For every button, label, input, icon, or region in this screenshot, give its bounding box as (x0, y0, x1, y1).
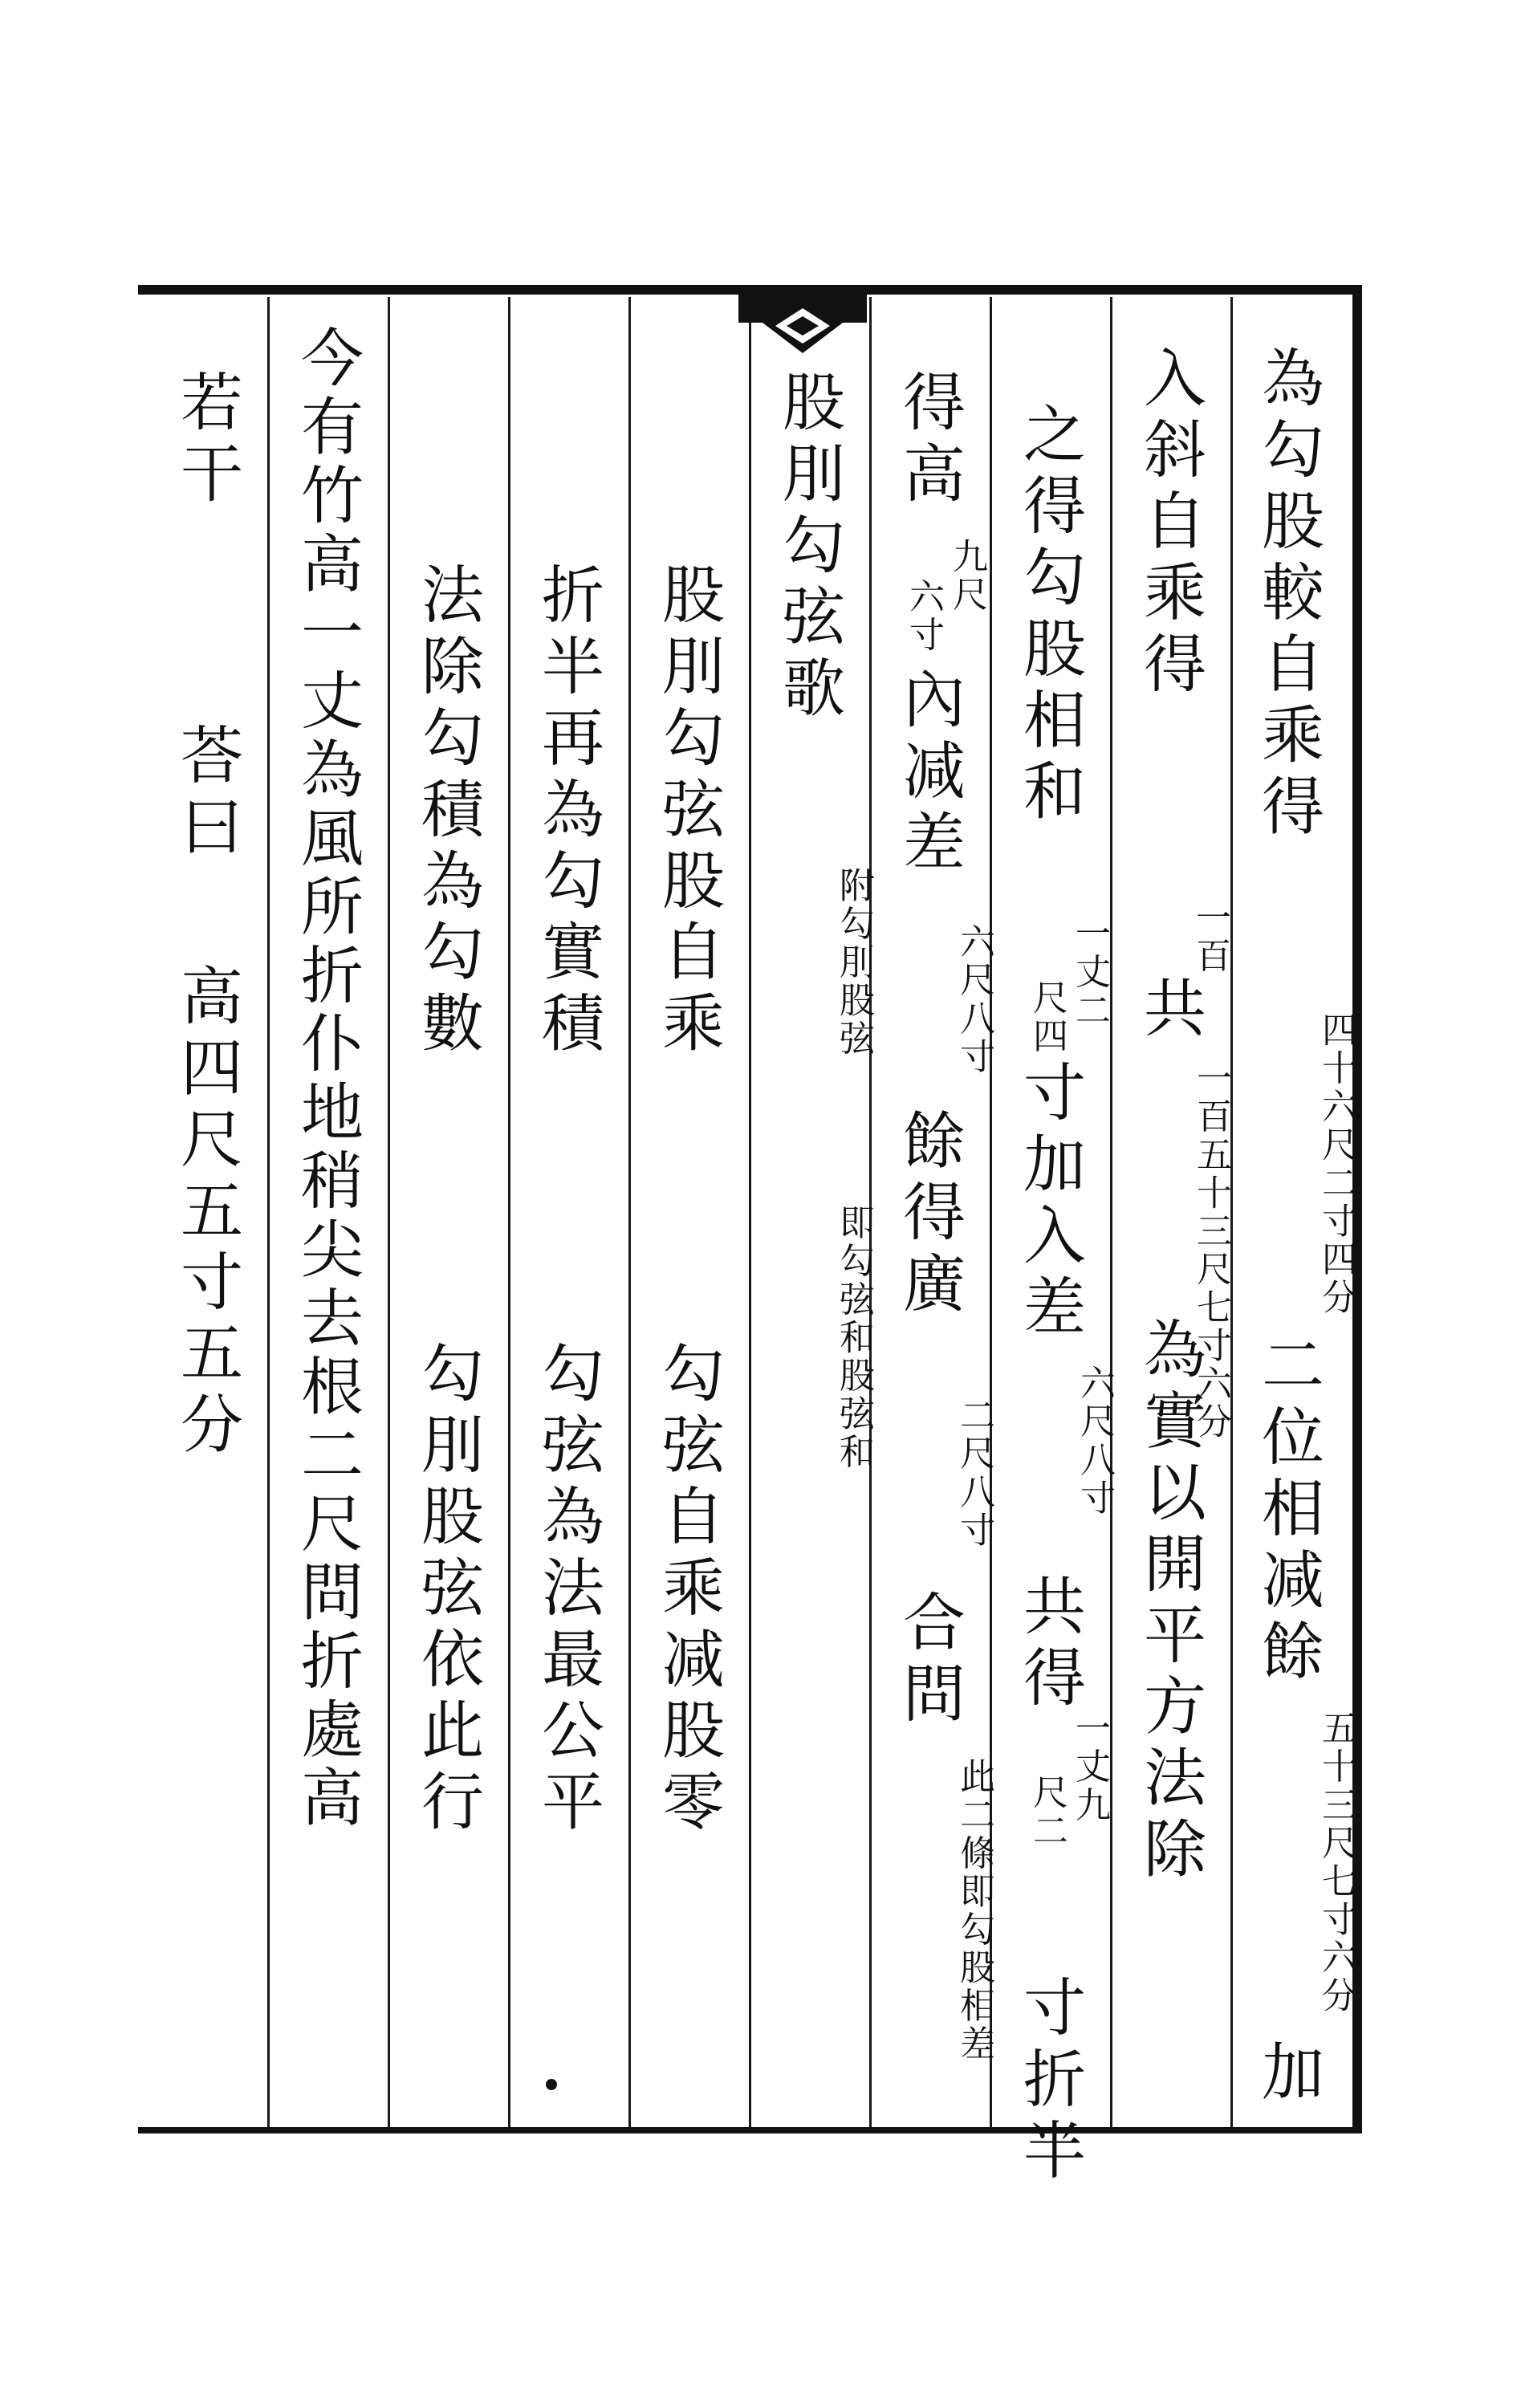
annotation: 一丈二 (1069, 915, 1110, 1030)
text-column-9: 今有竹高一丈為風所折仆地稍尖去根二尺問折處高 (291, 325, 363, 1834)
bottom-border (138, 2127, 1362, 2133)
text-column-10: 若干 (170, 369, 242, 512)
answer-value: 高四尺五寸五分 (170, 963, 242, 1463)
annotation: 附勾刖股弦 (833, 867, 874, 1058)
text-column-2-c: 為實以開平方法除 (1133, 1316, 1206, 1888)
text-column-3-b: 寸加入差 (1013, 1060, 1085, 1345)
text-column-2: 入斜自乘得 (1133, 345, 1206, 702)
annotation: 四十六尺二寸四分 (1316, 1011, 1356, 1317)
text-column-8: 法除勾積為勾數 (411, 562, 483, 1062)
annotation: 此二條即勾股相差 (954, 1758, 994, 2064)
main-text: 為勾股較自乘得 (1251, 345, 1324, 845)
text-column-4-b: 內减差 (893, 666, 965, 881)
column-divider (628, 297, 631, 2127)
text-column-4: 得高 (893, 369, 965, 512)
column-divider (508, 297, 510, 2127)
column-divider (749, 297, 751, 2127)
text-column-4-d: 合問 (893, 1589, 965, 1732)
text-column-1-end: 加 (1251, 2039, 1324, 2110)
answer-label: 荅曰 (170, 722, 242, 865)
text-column-1 (1251, 345, 1324, 845)
text-column-7: 折半再為勾實積 (531, 562, 604, 1062)
column-divider (388, 297, 390, 2127)
text-column-2-b: 共 (1133, 975, 1206, 1047)
annotation: 尺二 (1027, 1774, 1068, 1851)
column-divider (267, 297, 270, 2127)
fishtail-ornament (738, 291, 867, 355)
text-column-4-c: 餘得廣 (893, 1108, 965, 1322)
text-column-7-b: 勾弦為法最公平 (531, 1340, 604, 1841)
text-column-3-d: 寸折半 (1013, 1975, 1085, 2189)
annotation: 尺四 (1027, 979, 1068, 1056)
punctuation-dot (546, 2079, 557, 2090)
annotation: 九尺 (946, 538, 987, 615)
text-column-3: 之得勾股相和 (1013, 401, 1085, 830)
text-column-6: 股刖勾弦股自乘 (652, 562, 724, 1062)
annotation: 六寸 (903, 578, 944, 655)
text-column-5: 股刖勾弦歌 (772, 369, 844, 726)
annotation: 一百 (1190, 899, 1230, 976)
text-column-1-cont: 二位相减餘 (1251, 1332, 1324, 1690)
annotation: 一百五十三尺七寸六分 (1190, 1060, 1231, 1442)
text-column-6-b: 勾弦自乘减股零 (652, 1340, 724, 1841)
annotation: 六尺八寸 (954, 923, 994, 1076)
annotation: 二尺八寸 (954, 1397, 994, 1550)
text-column-3-c: 共得 (1013, 1573, 1085, 1716)
text-column-8-b: 勾刖股弦依此行 (411, 1340, 483, 1841)
annotation: 六尺八寸 (1074, 1365, 1115, 1518)
column-divider (1110, 297, 1112, 2127)
annotation: 五十三尺七寸六分 (1316, 1710, 1356, 2015)
annotation: 一丈九 (1069, 1710, 1110, 1824)
annotation: 即勾弦和股弦和 (833, 1204, 874, 1471)
